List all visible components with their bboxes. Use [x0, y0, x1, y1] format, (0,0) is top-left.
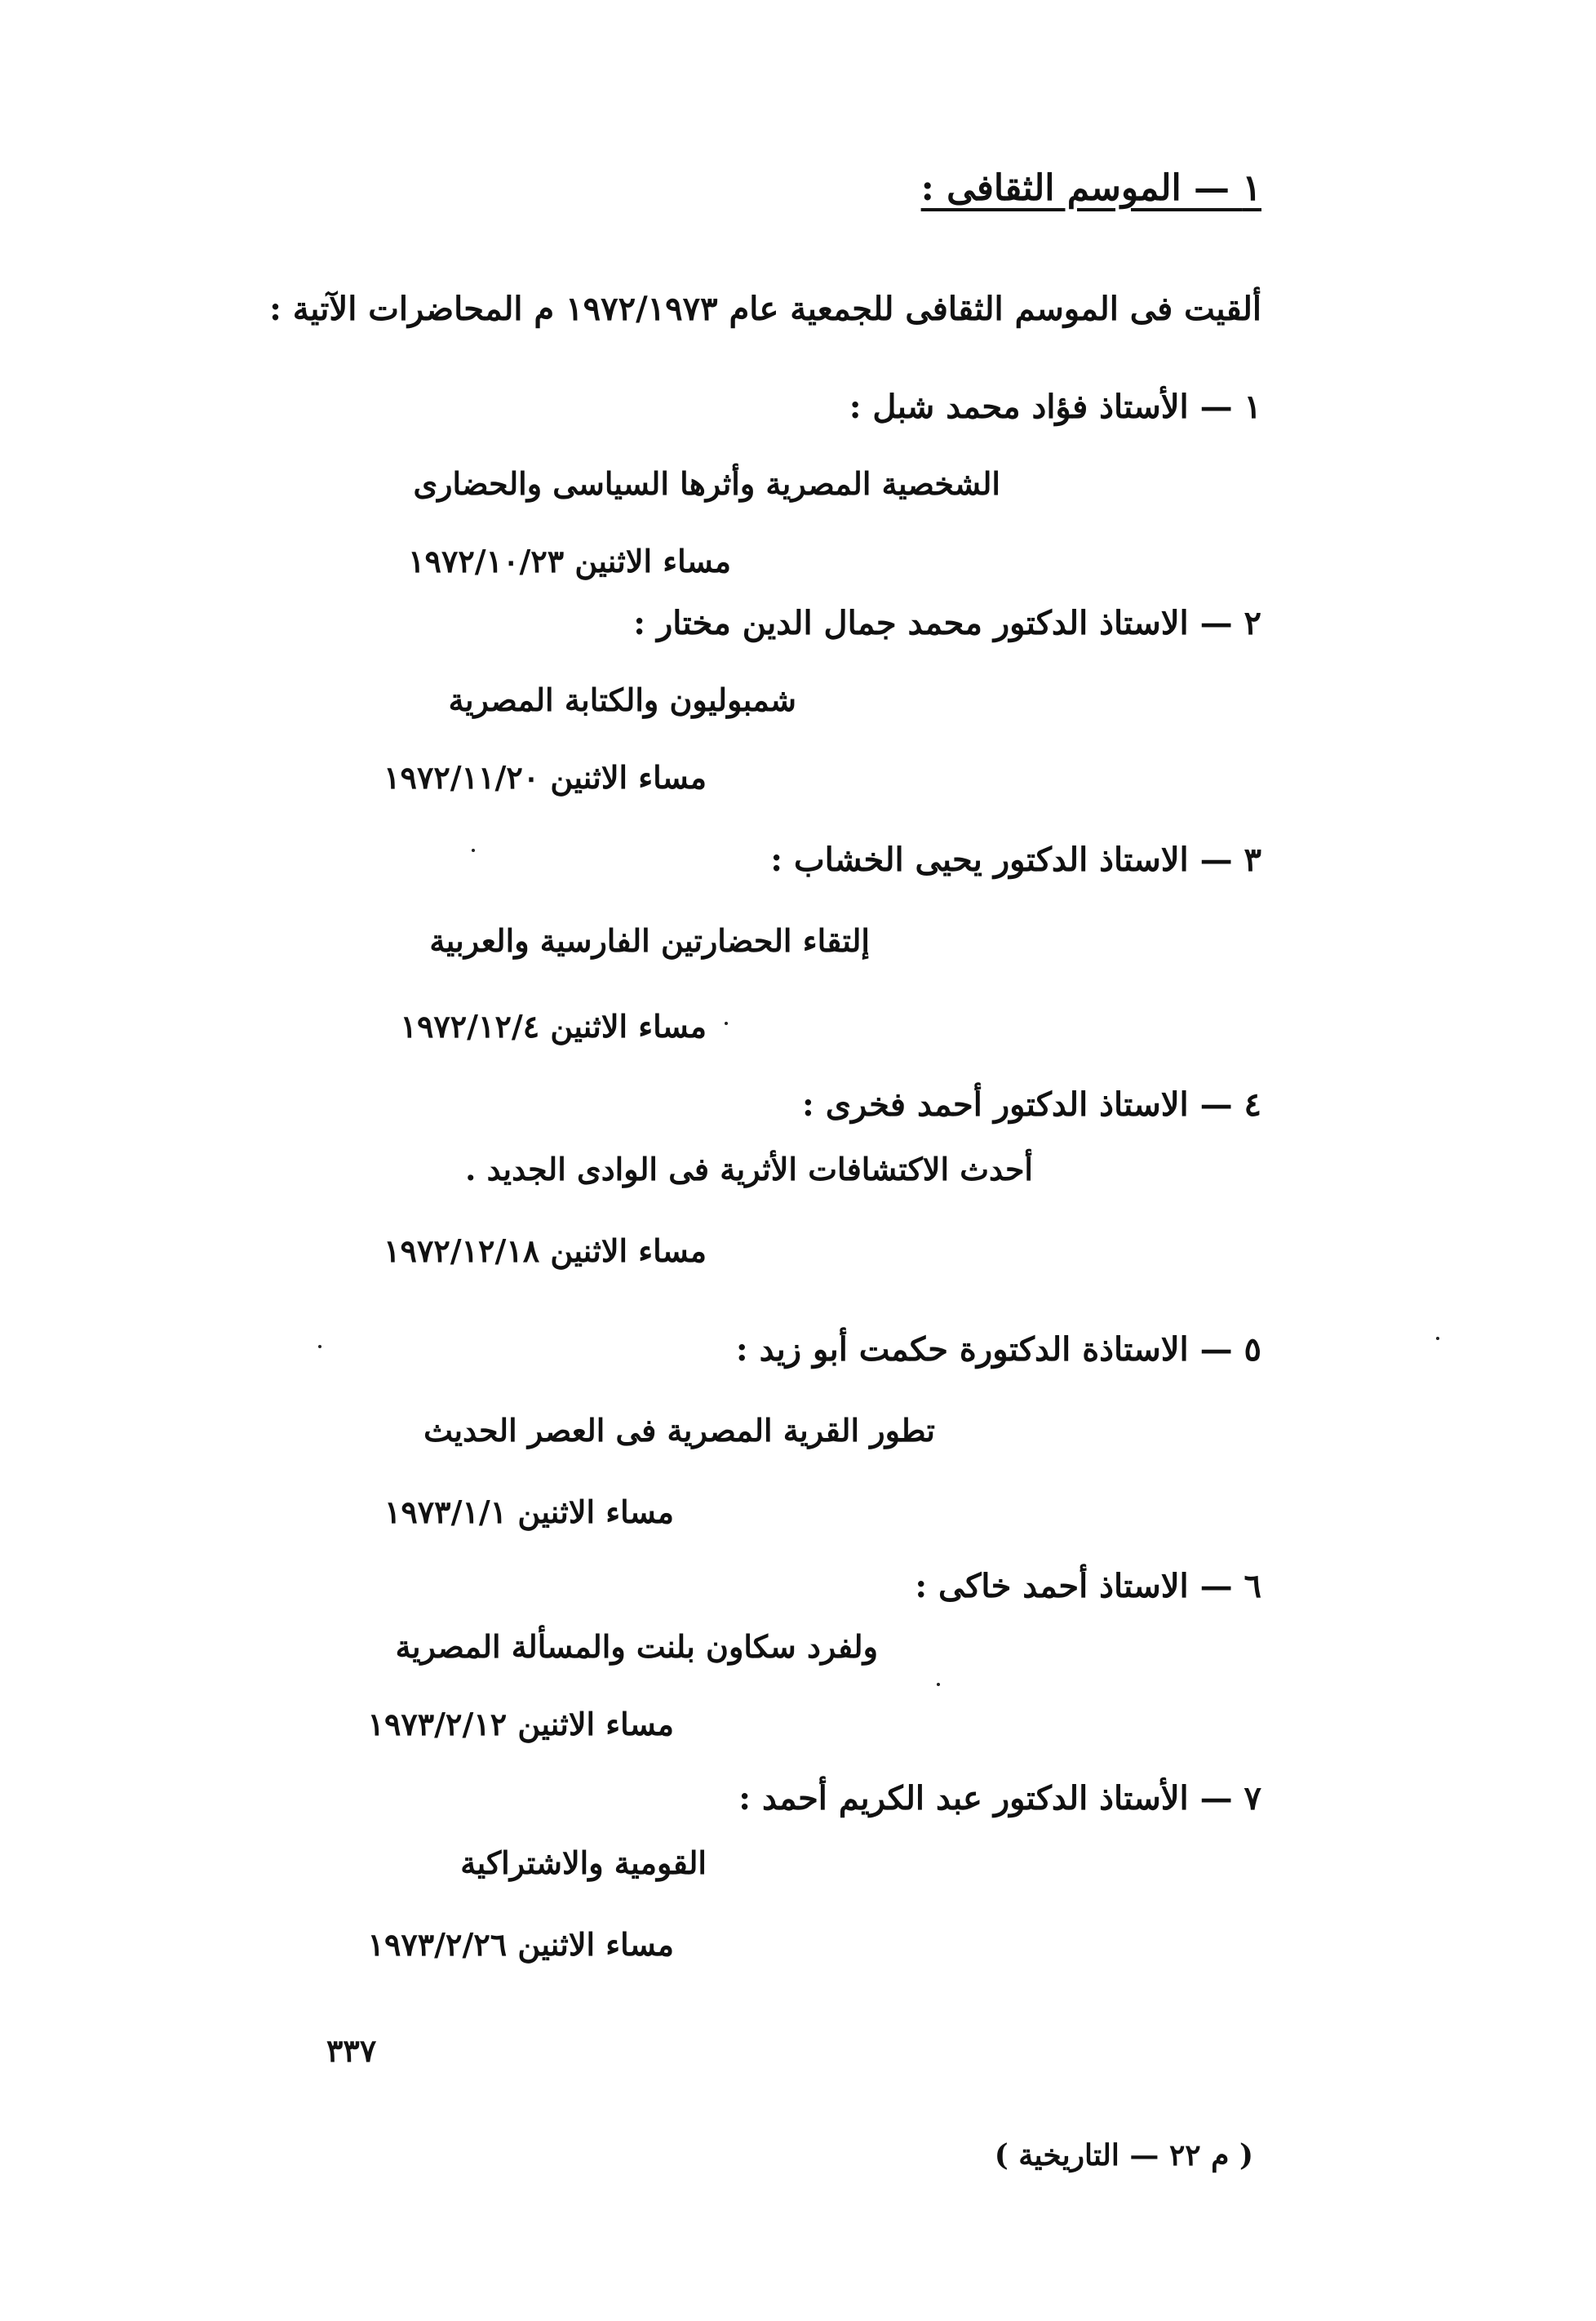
lecture-title: تطور القرية المصرية فى العصر الحديث: [423, 1412, 935, 1449]
lecture-title: شمبوليون والكتابة المصرية: [448, 681, 796, 718]
lecture-speaker: ٣ — الاستاذ الدكتور يحيى الخشاب :: [770, 841, 1261, 879]
lecture-speaker: ٤ — الاستاذ الدكتور أحمد فخرى :: [802, 1085, 1261, 1124]
lecture-date: مساء الاثنين ١٩٧٢/١٠/٢٣: [408, 543, 731, 579]
scan-speck: [318, 1345, 321, 1348]
scan-speck: [1436, 1337, 1439, 1340]
lecture-title: ولفرد سكاون بلنت والمسألة المصرية: [395, 1628, 878, 1665]
lecture-title: أحدث الاكتشافات الأثرية فى الوادى الجديد .: [465, 1151, 1033, 1187]
lecture-speaker: ٧ — الأستاذ الدكتور عبد الكريم أحمد :: [738, 1779, 1261, 1817]
scan-speck: [937, 1683, 940, 1686]
section-heading: ١ — الموسم الثقافى :: [920, 167, 1261, 209]
lecture-title: إلتقاء الحضارتين الفارسية والعربية: [429, 922, 870, 959]
lecture-speaker: ٢ — الاستاذ الدكتور محمد جمال الدين مختار :: [633, 604, 1261, 642]
lecture-title: الشخصية المصرية وأثرها السياسى والحضارى: [413, 465, 1000, 502]
lecture-speaker: ٥ — الاستاذة الدكتورة حكمت أبو زيد :: [735, 1330, 1261, 1369]
lecture-speaker: ٦ — الاستاذ أحمد خاكى :: [915, 1567, 1261, 1605]
scan-speck: [725, 1022, 728, 1025]
page-footer: ( م ٢٢ — التاريخية ): [994, 2138, 1253, 2172]
lecture-date: مساء الاثنين ١٩٧٢/١١/٢٠: [383, 759, 707, 796]
section-intro: ألقيت فى الموسم الثقافى للجمعية عام ١٩٧٢/١٩٧٣ م المحاضرات الآتية :: [269, 290, 1261, 328]
lecture-date: مساء الاثنين ١٩٧٢/١٢/٤: [400, 1008, 707, 1045]
lecture-date: مساء الاثنين ١٩٧٢/١٢/١٨: [383, 1232, 707, 1269]
lecture-title: القومية والاشتراكية: [460, 1844, 707, 1881]
scan-speck: [472, 849, 475, 852]
lecture-date: مساء الاثنين ١٩٧٣/١/١: [383, 1493, 674, 1530]
lecture-speaker: ١ — الأستاذ فؤاد محمد شبل :: [849, 388, 1261, 426]
lecture-date: مساء الاثنين ١٩٧٣/٢/٢٦: [367, 1926, 674, 1963]
page-number: ٣٣٧: [326, 2032, 377, 2069]
lecture-date: مساء الاثنين ١٩٧٣/٢/١٢: [367, 1706, 674, 1742]
